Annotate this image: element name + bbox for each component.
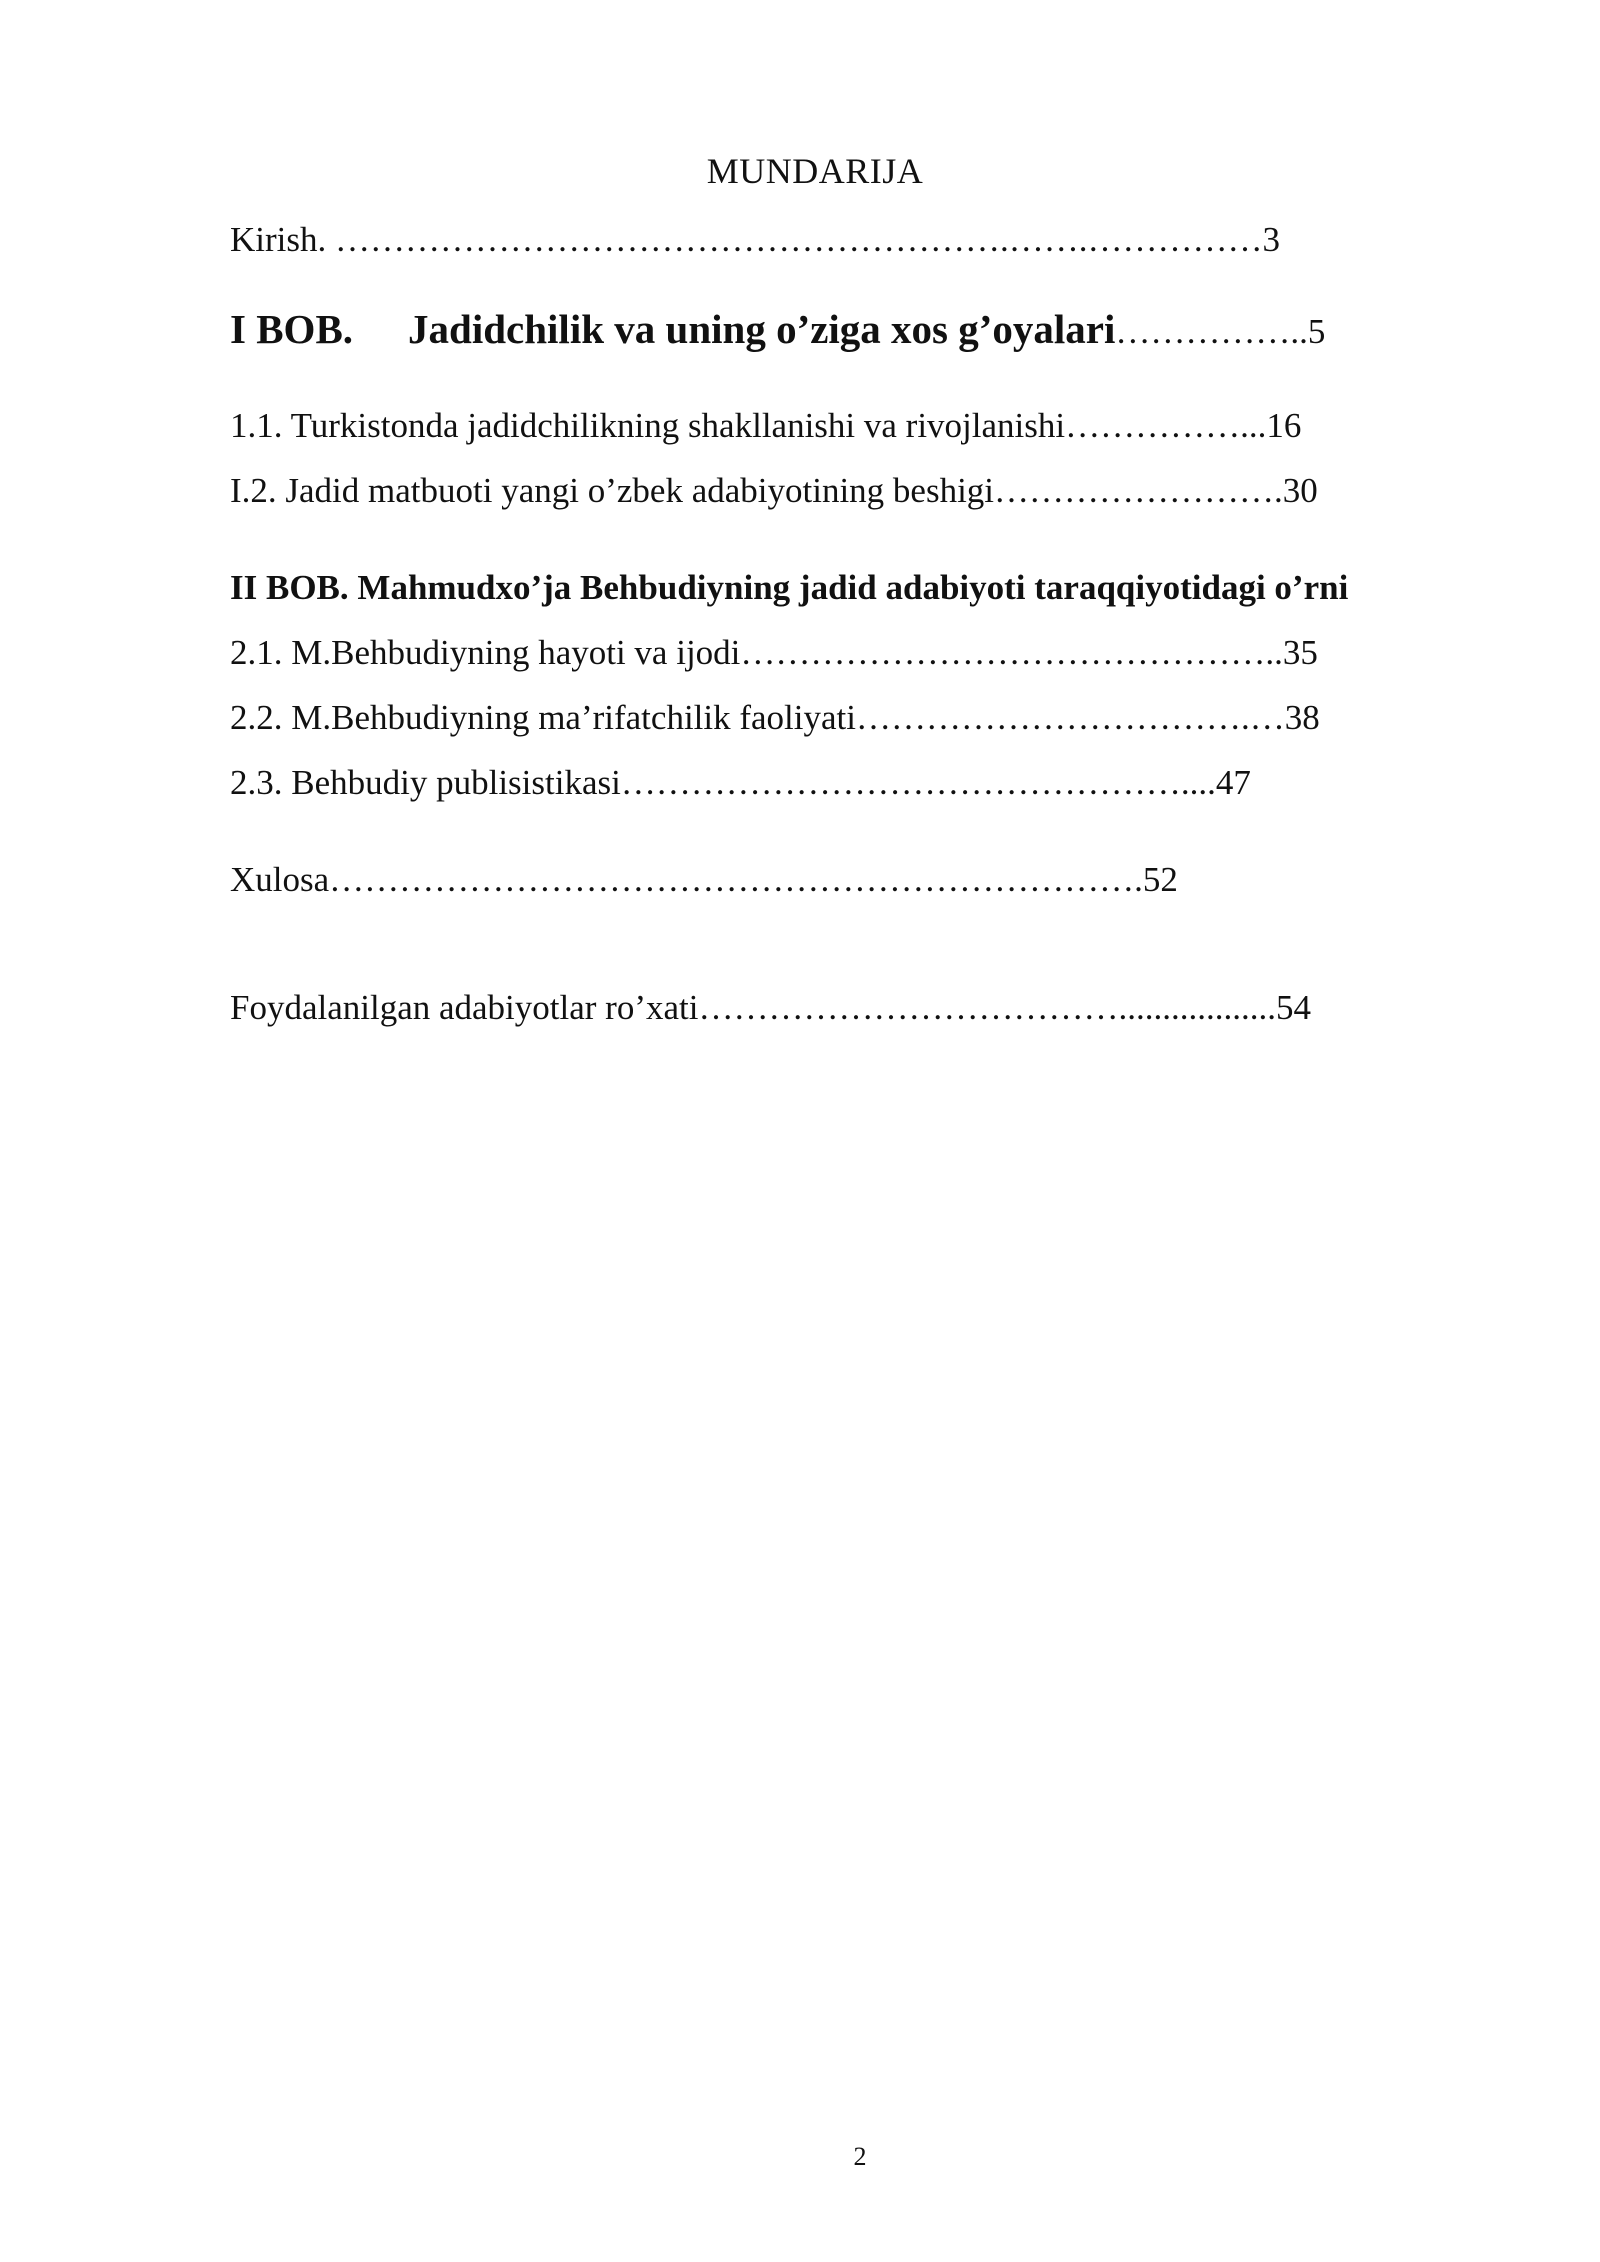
toc-entry-1-2 [230, 473, 1318, 508]
toc-entry-label: 1.1. Turkistonda jadidchilikning shakllanishi va rivojlanishi [230, 406, 1066, 445]
toc-page-number: 38 [1284, 698, 1320, 737]
toc-entry-label: Xulosa [230, 860, 330, 899]
toc-page-number: 3 [1262, 220, 1280, 259]
toc-entry-2-2 [230, 700, 1320, 735]
toc-leader-dots: ……………………………………………………………. [329, 860, 1143, 899]
toc-entry-xulosa [230, 862, 1178, 897]
toc-entry-2-1 [230, 635, 1318, 670]
toc-page-number: 30 [1282, 471, 1318, 510]
toc-page-number: 54 [1275, 988, 1311, 1027]
toc-page-number: 5 [1307, 312, 1326, 351]
page-title: MUNDARIJA [706, 151, 924, 191]
toc-entry-1-1 [230, 408, 1301, 443]
toc-leader-dots: ………………………………………….... [620, 763, 1216, 802]
toc-entry-2-3 [230, 765, 1251, 800]
toc-leader-dots: …………….. [1115, 312, 1308, 351]
toc-entry-label: Kirish. [230, 220, 335, 259]
toc-entry-label: I.2. Jadid matbuoti yangi o’zbek adabiyotining beshigi [230, 471, 995, 510]
toc-leader-dots: ……………………………………….. [740, 633, 1283, 672]
toc-leader-dots: ……………………. [994, 471, 1283, 510]
toc-entry-label: Jadidchilik va uning o’ziga xos g’oyalari [408, 306, 1116, 352]
toc-leader-dots: ………………………………………………….…….…………… [335, 220, 1263, 259]
toc-entry-references [230, 990, 1311, 1025]
toc-leader-dots: ……………………………….................. [698, 988, 1276, 1027]
toc-leader-dots: …………………………….… [855, 698, 1285, 737]
page-number: 2 [853, 2142, 867, 2171]
toc-entry-label: 2.3. Behbudiy publisistikasi [230, 763, 621, 802]
toc-entry-label: II BOB. Mahmudxo’ja Behbudiyning jadid adabiyoti taraqqiyotidagi o’rni [230, 568, 1349, 607]
toc-page-number: 35 [1282, 633, 1318, 672]
toc-entry-label: 2.1. M.Behbudiyning hayoti va ijodi [230, 633, 741, 672]
chapter-prefix: I BOB. [230, 306, 354, 352]
toc-entry-kirish [230, 222, 1280, 257]
toc-leader-dots: ……………... [1065, 406, 1267, 445]
toc-entry-chapter-1 [230, 306, 1326, 352]
toc-entry-chapter-2 [230, 570, 1348, 605]
toc-page-number: 47 [1215, 763, 1251, 802]
toc-page-number: 16 [1266, 406, 1302, 445]
toc-page-number: 52 [1142, 860, 1178, 899]
toc-entry-label: 2.2. M.Behbudiyning ma’rifatchilik faoliyati [230, 698, 856, 737]
toc-entry-label: Foydalanilgan adabiyotlar ro’xati [230, 988, 699, 1027]
